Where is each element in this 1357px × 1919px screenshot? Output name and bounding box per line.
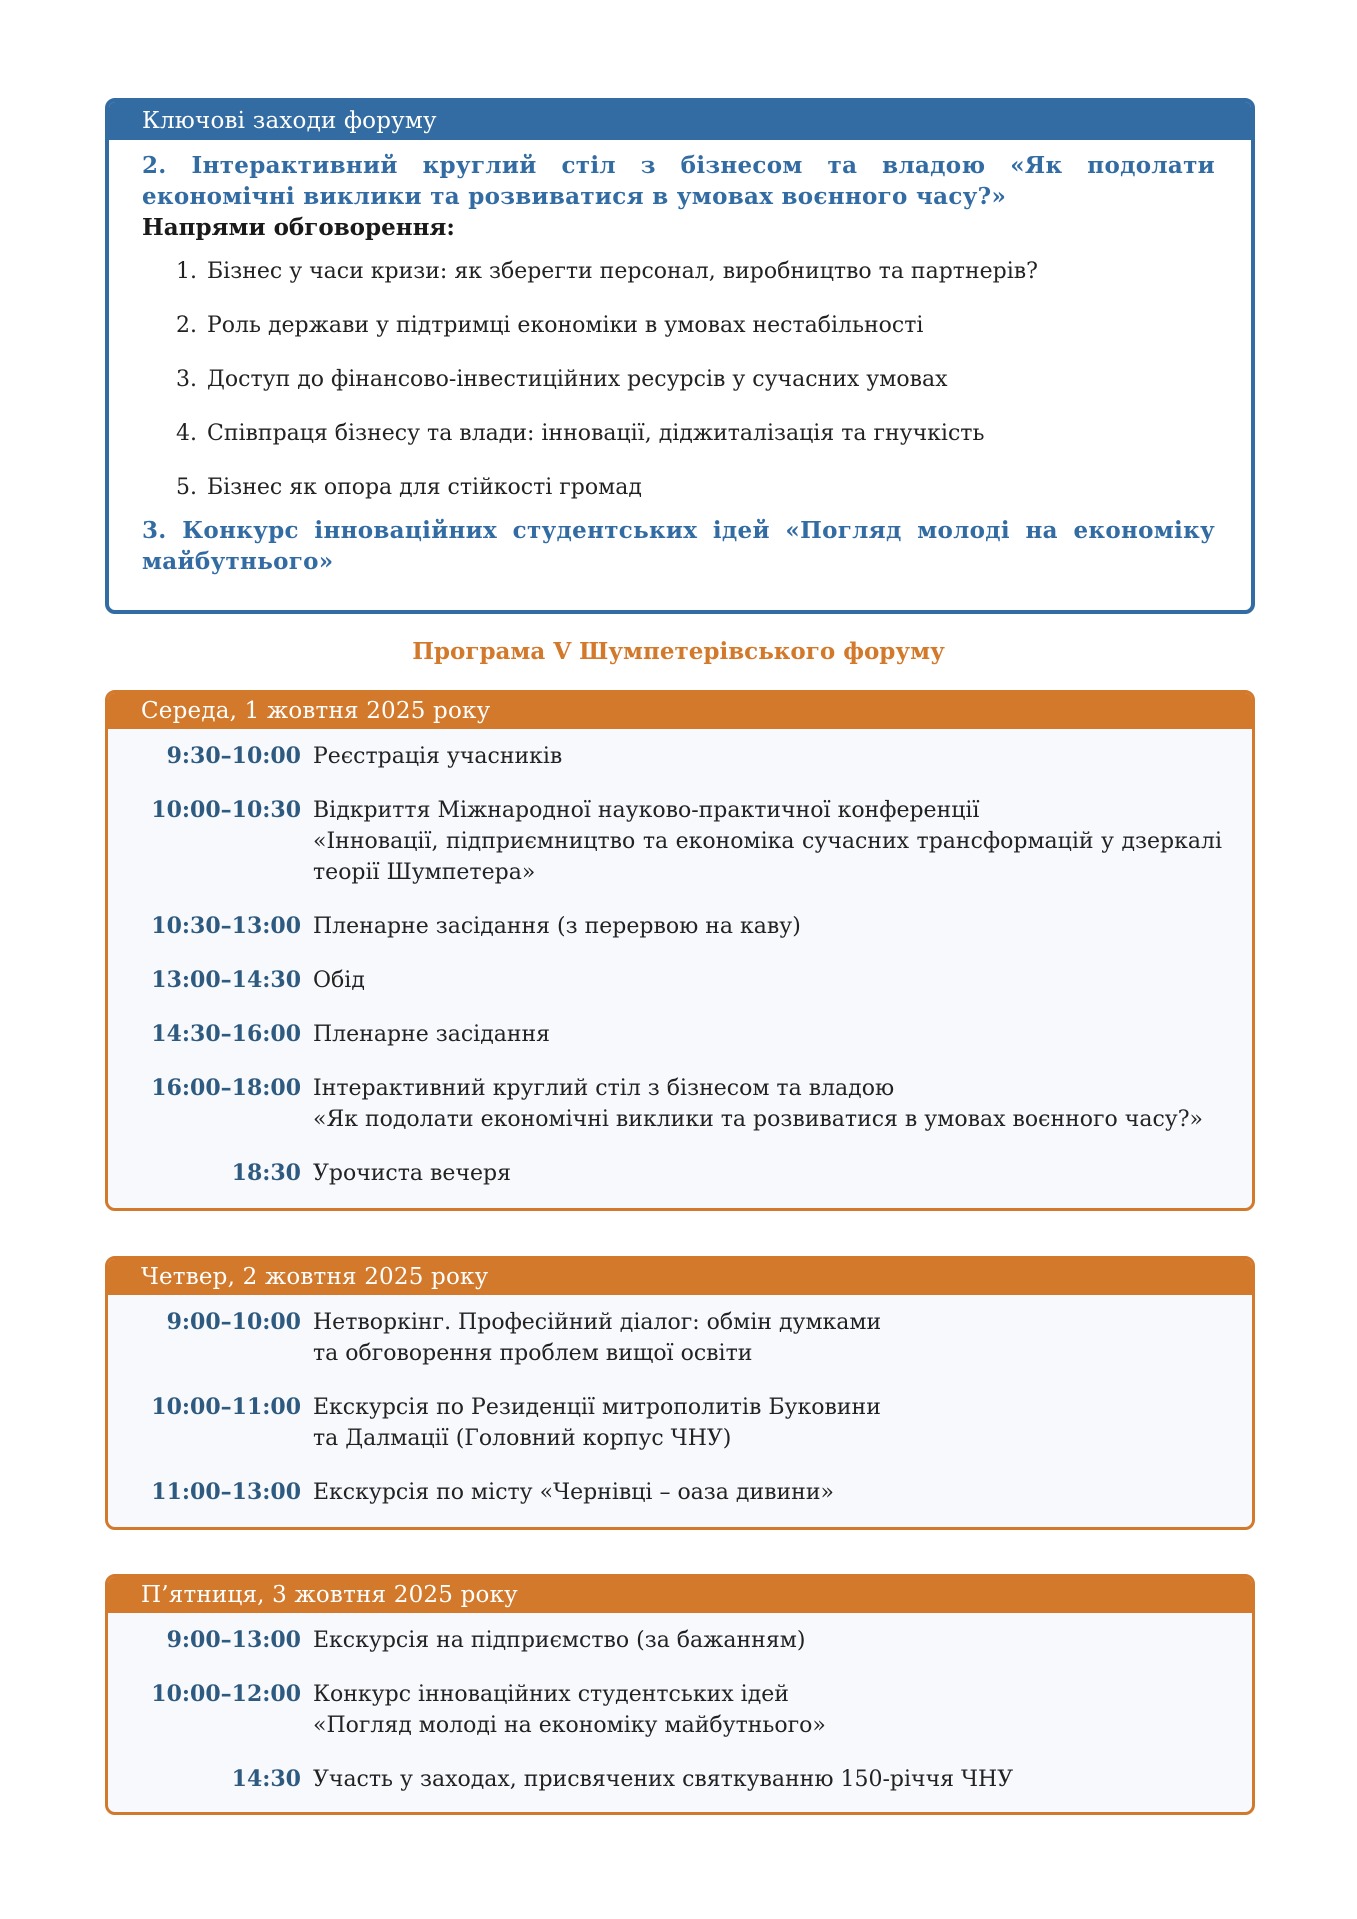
schedule-desc <box>313 1679 1222 1741</box>
schedule-desc-line: Реєстрація учасників <box>313 744 563 769</box>
schedule-desc-line: «Інновації, підприємництво та економіка сучасних трансформацій у дзеркалі теорії Шумпетера» <box>313 829 1222 885</box>
direction-number: 2. <box>176 313 197 338</box>
schedule-desc <box>313 911 1222 942</box>
schedule-desc <box>313 1158 1222 1189</box>
schedule-time: 9:00–10:00 <box>166 1309 301 1335</box>
schedule-desc-line: «Погляд молоді на економіку майбутнього» <box>313 1713 826 1738</box>
direction-item <box>142 419 1215 449</box>
schedule-desc <box>313 965 1222 996</box>
schedule-desc-line: Відкриття Міжнародної науково-практичної конференції <box>313 798 980 823</box>
schedule-desc <box>313 1073 1222 1135</box>
key-events-header: Ключові заходи форуму <box>109 102 1251 140</box>
schedule-desc-line: Інтерактивний круглий стіл з бізнесом та владою <box>313 1076 895 1101</box>
direction-text: Бізнес у часи кризи: як зберегти персонал, виробництво та партнерів? <box>207 259 1038 284</box>
direction-number: 4. <box>176 421 197 446</box>
direction-number: 5. <box>176 475 197 500</box>
schedule-desc-line: «Як подолати економічні виклики та розвиватися в умовах воєнного часу?» <box>313 1107 1203 1132</box>
program-title: Програма V Шумпетерівського форуму <box>412 638 945 665</box>
schedule-row <box>108 1019 1222 1050</box>
day-3-box <box>105 1574 1255 1815</box>
day-1-header: Середа, 1 жовтня 2025 року <box>108 693 1252 729</box>
schedule-desc-line: Екскурсія по Резиденції митрополитів Буковини <box>313 1395 881 1420</box>
direction-item <box>142 311 1215 341</box>
schedule-row <box>108 795 1222 888</box>
direction-item <box>142 257 1215 287</box>
schedule-time: 10:00–12:00 <box>151 1681 301 1707</box>
directions-label: Напрями обговорення: <box>142 214 455 241</box>
schedule-desc <box>313 1764 1222 1795</box>
schedule-desc <box>313 1307 1222 1369</box>
schedule-time: 13:00–14:30 <box>151 967 301 993</box>
day-2-header: Четвер, 2 жовтня 2025 року <box>108 1259 1252 1295</box>
schedule-desc <box>313 1477 1222 1508</box>
schedule-desc-line: Конкурс інноваційних студентських ідей <box>313 1682 789 1707</box>
schedule-row <box>108 741 1222 772</box>
schedule-desc-line: Нетворкінг. Професійний діалог: обмін думками <box>313 1310 882 1335</box>
schedule-row <box>108 1625 1222 1656</box>
schedule-desc <box>313 1392 1222 1454</box>
schedule-desc <box>313 1625 1222 1656</box>
direction-item <box>142 473 1215 503</box>
schedule-row <box>108 1307 1222 1369</box>
schedule-time: 18:30 <box>231 1160 301 1186</box>
schedule-desc <box>313 1019 1222 1050</box>
schedule-time: 9:00–13:00 <box>166 1627 301 1653</box>
schedule-time: 14:30 <box>231 1766 301 1792</box>
schedule-row <box>108 1764 1222 1795</box>
direction-number: 1. <box>176 259 197 284</box>
schedule-row <box>108 965 1222 996</box>
schedule-desc-line: Участь у заходах, присвячених святкуванню 150-річчя ЧНУ <box>313 1767 1014 1792</box>
schedule-time: 16:00–18:00 <box>151 1075 301 1101</box>
schedule-time: 14:30–16:00 <box>151 1021 301 1047</box>
schedule-desc-line: Урочиста вечеря <box>313 1161 511 1186</box>
direction-text: Роль держави у підтримці економіки в умовах нестабільності <box>207 313 924 338</box>
schedule-time: 10:30–13:00 <box>151 913 301 939</box>
schedule-row <box>108 1158 1222 1189</box>
event-3-title: 3. Конкурс інноваційних студентських ідей «Погляд молоді на економіку майбутнього» <box>142 517 1215 575</box>
schedule-row <box>108 1073 1222 1135</box>
direction-item <box>142 365 1215 395</box>
schedule-desc-line: Пленарне засідання <box>313 1022 551 1047</box>
schedule-desc <box>313 741 1222 772</box>
schedule-desc-line: та обговорення проблем вищої освіти <box>313 1341 753 1366</box>
schedule-row <box>108 1392 1222 1454</box>
schedule-desc-line: Пленарне засідання (з перервою на каву) <box>313 914 801 939</box>
direction-text: Бізнес як опора для стійкості громад <box>207 475 642 500</box>
direction-text: Доступ до фінансово-інвестиційних ресурсів у сучасних умовах <box>207 367 948 392</box>
day-2-box <box>105 1256 1255 1530</box>
schedule-time: 10:00–10:30 <box>151 797 301 823</box>
schedule-row <box>108 1679 1222 1741</box>
schedule-desc-line: Екскурсія по місту «Чернівці – оаза дивини» <box>313 1480 834 1505</box>
schedule-time: 10:00–11:00 <box>151 1394 301 1420</box>
schedule-time: 11:00–13:00 <box>151 1479 301 1505</box>
schedule-time: 9:30–10:00 <box>166 743 301 769</box>
key-events-box <box>105 98 1255 614</box>
event-2-title: 2. Інтерактивний круглий стіл з бізнесом та владою «Як подолати економічні виклики та розвиватися в умовах воєнного часу?» <box>142 152 1215 210</box>
direction-number: 3. <box>176 367 197 392</box>
schedule-desc-line: Обід <box>313 968 365 993</box>
direction-text: Співпраця бізнесу та влади: інновації, діджиталізація та гнучкість <box>207 421 985 446</box>
day-3-header: П’ятниця, 3 жовтня 2025 року <box>108 1577 1252 1613</box>
schedule-desc-line: та Далмації (Головний корпус ЧНУ) <box>313 1426 732 1451</box>
schedule-desc <box>313 795 1222 888</box>
schedule-row <box>108 1477 1222 1508</box>
schedule-row <box>108 911 1222 942</box>
directions-list <box>142 257 1215 503</box>
day-1-box <box>105 690 1255 1211</box>
schedule-desc-line: Екскурсія на підприємство (за бажанням) <box>313 1628 806 1653</box>
